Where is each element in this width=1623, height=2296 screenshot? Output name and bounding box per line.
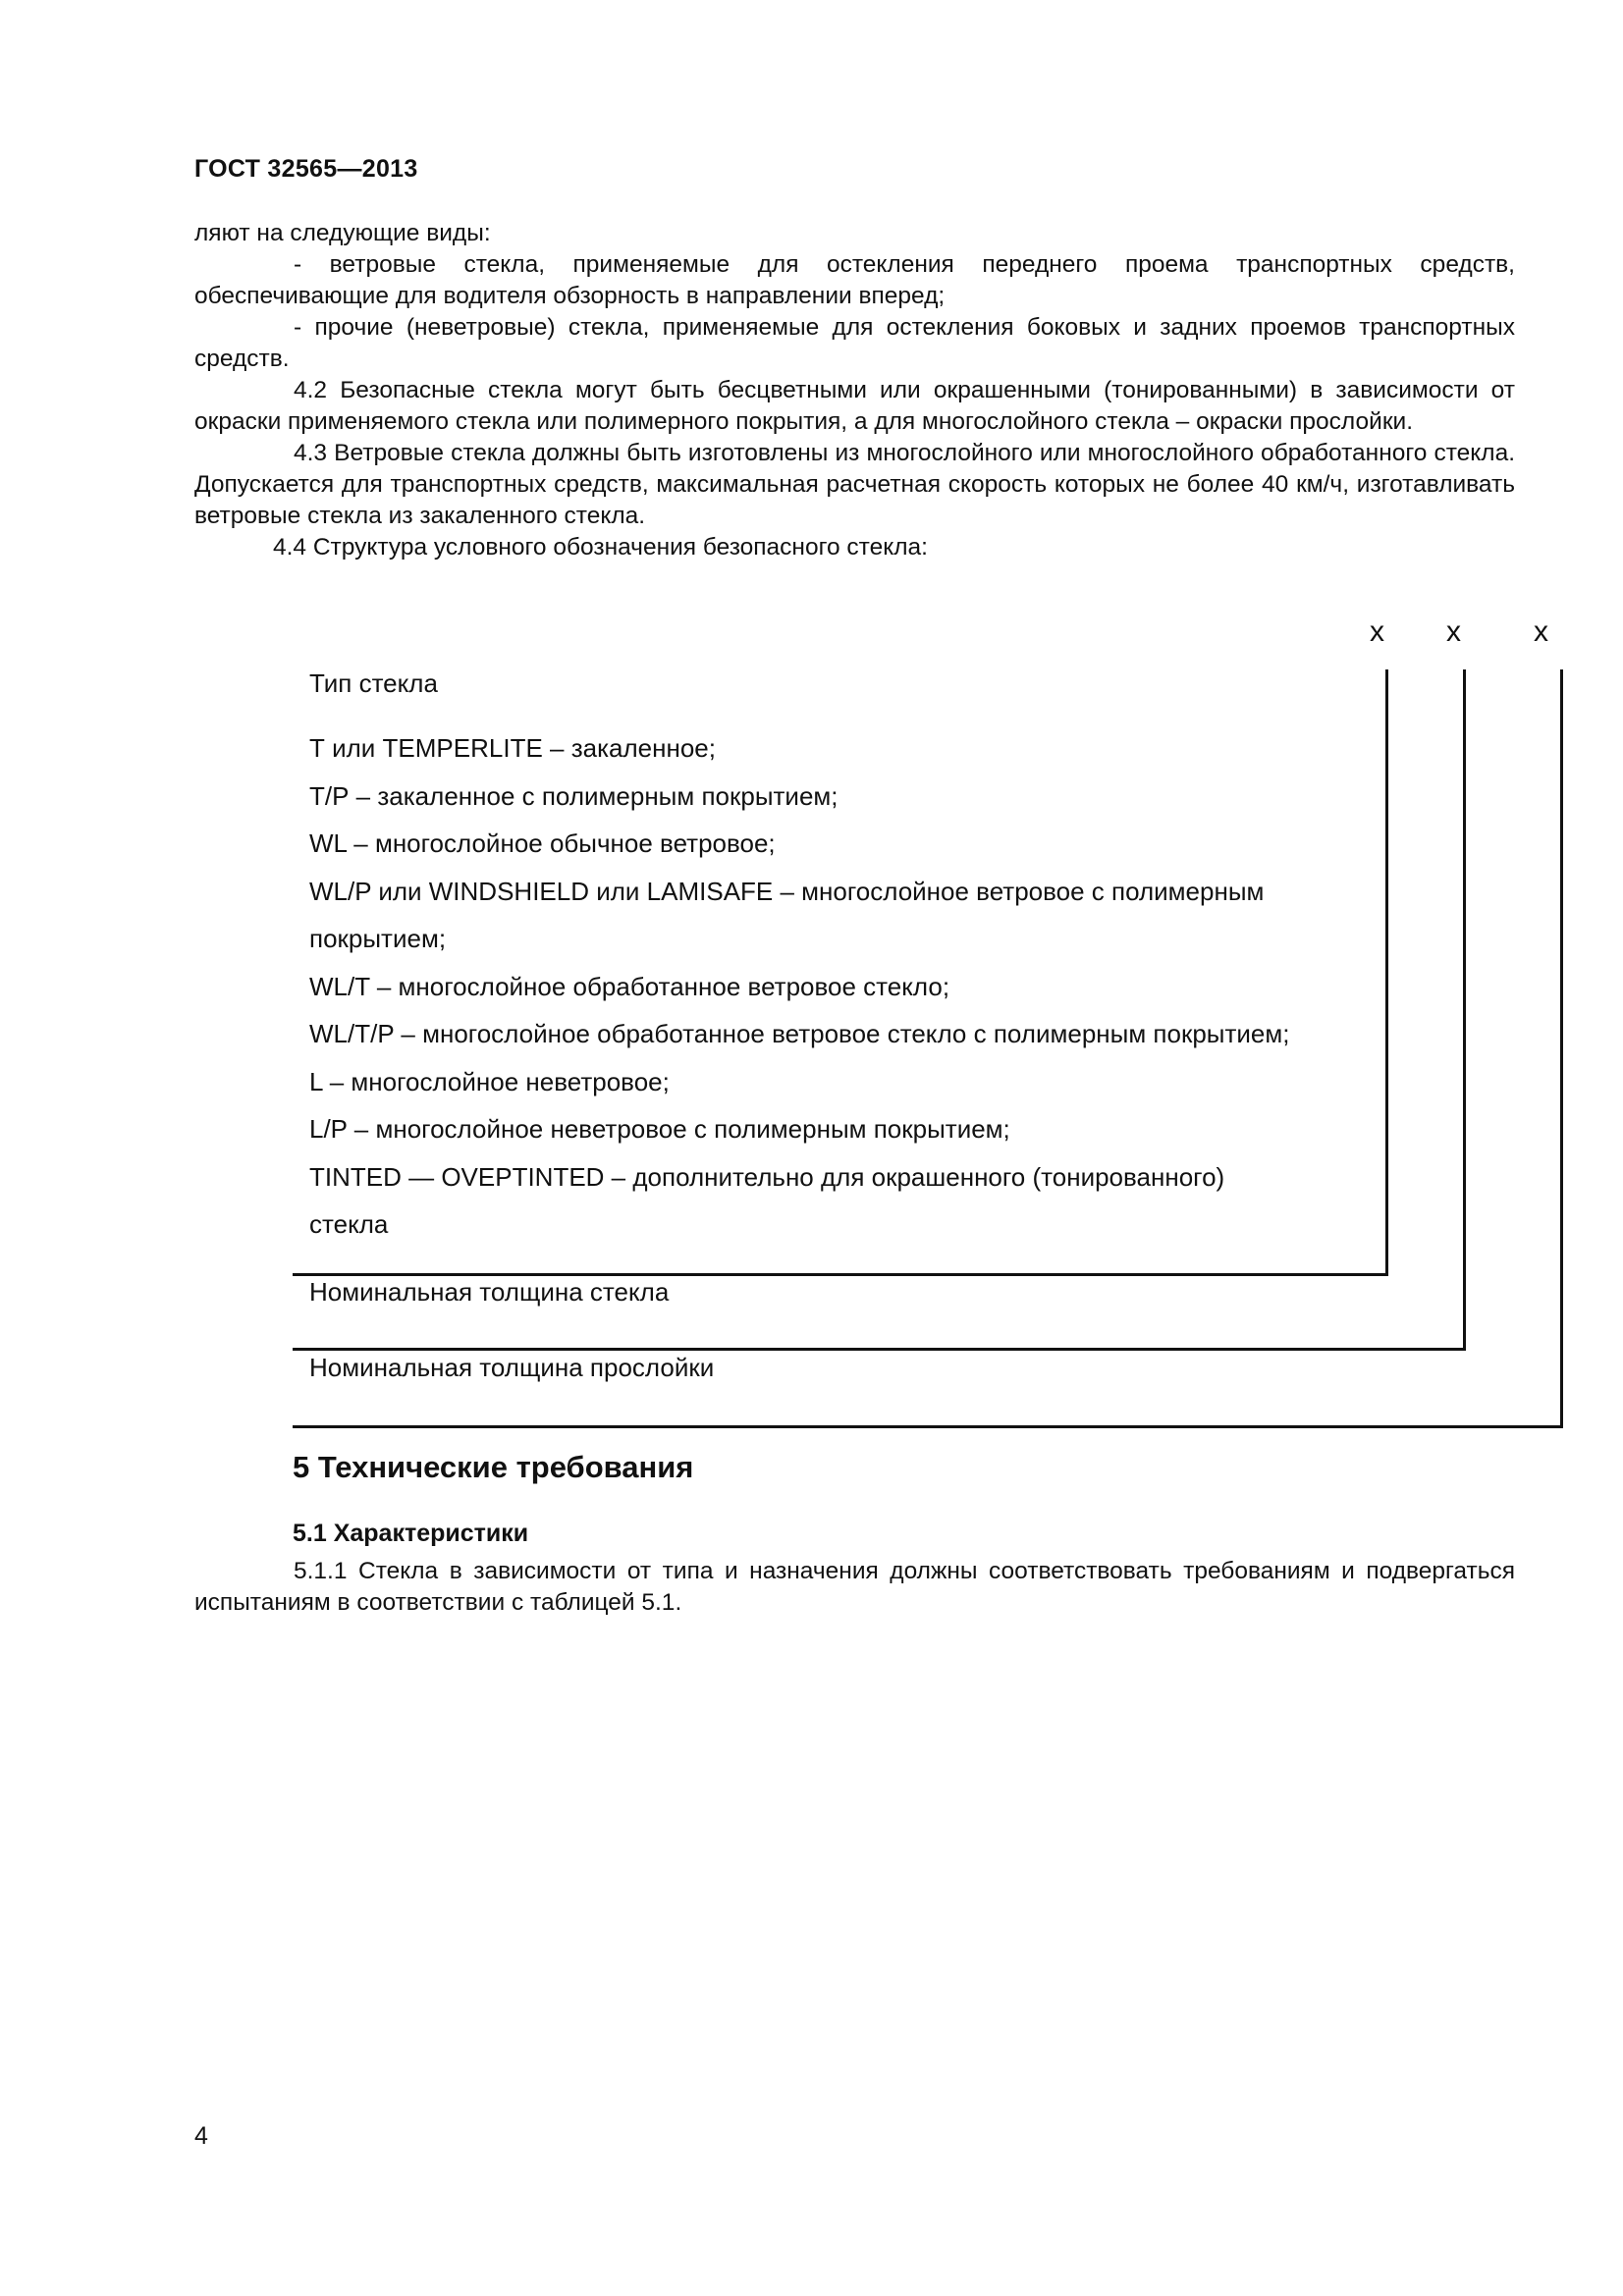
glass-type-item: WL – многослойное обычное ветровое; xyxy=(309,828,776,858)
paragraph-4-2: 4.2 Безопасные стекла могут быть бесцветными или окрашенными (тонированными) в зависимости от окраски применяемого стекла или полимерного покрытия, а для многослойного стекла – окраски прослойки. xyxy=(194,377,1515,435)
glass-type-item: WL/T – многослойное обработанное ветровое стекло; xyxy=(309,971,950,1001)
designation-mark-type: х xyxy=(1370,615,1384,648)
glass-type-item: стекла xyxy=(309,1209,389,1239)
paragraph-4-3: 4.3 Ветровые стекла должны быть изготовлены из многослойного или многослойного обработанного стекла. Допускается для транспортных средств, максимальная расчетная скорость которых не более 40 км/ч, изготавливать ветровые стекла из закаленного стекла. xyxy=(194,440,1515,529)
designation-mark-glass-thickness: х xyxy=(1446,615,1461,648)
section-4-text xyxy=(194,218,1515,563)
document-header: ГОСТ 32565—2013 xyxy=(194,155,418,183)
glass-type-item: покрытием; xyxy=(309,924,447,953)
glass-type-item: Т или TEMPERLITE – закаленное; xyxy=(309,733,716,763)
glass-type-item: WL/P или WINDSHIELD или LAMISAFE – многослойное ветровое с полимерным xyxy=(309,876,1265,906)
list-item-windshield: - ветровые стекла, применяемые для остекления переднего проема транспортных средств, обеспечивающие для водителя обзорность в направлении вперед; xyxy=(194,251,1515,309)
glass-type-item: WL/T/P – многослойное обработанное ветровое стекло с полимерным покрытием; xyxy=(309,1019,1290,1048)
scheme-bracket-type-vertical xyxy=(1385,669,1388,1276)
glass-type-item: Т/Р – закаленное с полимерным покрытием; xyxy=(309,780,839,811)
glass-type-item: L – многослойное неветровое; xyxy=(309,1066,670,1096)
section-heading: 5 Технические требования xyxy=(293,1450,694,1484)
glass-type-list xyxy=(309,660,1370,1249)
glass-thickness-label: Номинальная толщина стекла xyxy=(309,1277,670,1307)
designation-mark-interlayer-thickness: х xyxy=(1534,615,1548,648)
subsection-heading: 5.1 Характеристики xyxy=(293,1520,529,1547)
section-5-text xyxy=(194,1556,1515,1619)
scheme-bracket-glass-horizontal xyxy=(293,1348,1466,1351)
interlayer-thickness-label: Номинальная толщина прослойки xyxy=(309,1353,715,1382)
glass-type-title: Тип стекла xyxy=(309,668,438,698)
glass-type-item: L/P – многослойное неветровое с полимерным покрытием; xyxy=(309,1114,1010,1144)
glass-type-item: TINTED — OVEPTINTED – дополнительно для окрашенного (тонированного) xyxy=(309,1161,1225,1192)
scheme-bracket-glass-vertical xyxy=(1463,669,1466,1351)
scheme-bracket-interlayer-horizontal xyxy=(293,1425,1563,1428)
paragraph-continuation: ляют на следующие виды: xyxy=(194,220,491,246)
paragraph-5-1-1: 5.1.1 Стекла в зависимости от типа и назначения должны соответствовать требованиям и подвергаться испытаниям в соответствии с таблицей 5.1. xyxy=(194,1558,1515,1616)
scheme-bracket-interlayer-vertical xyxy=(1560,669,1563,1428)
list-item-other-glass: - прочие (неветровые) стекла, применяемые для остекления боковых и задних проемов транспортных средств. xyxy=(194,314,1515,372)
paragraph-4-4: 4.4 Структура условного обозначения безопасного стекла: xyxy=(273,534,928,561)
page-number: 4 xyxy=(194,2122,208,2150)
